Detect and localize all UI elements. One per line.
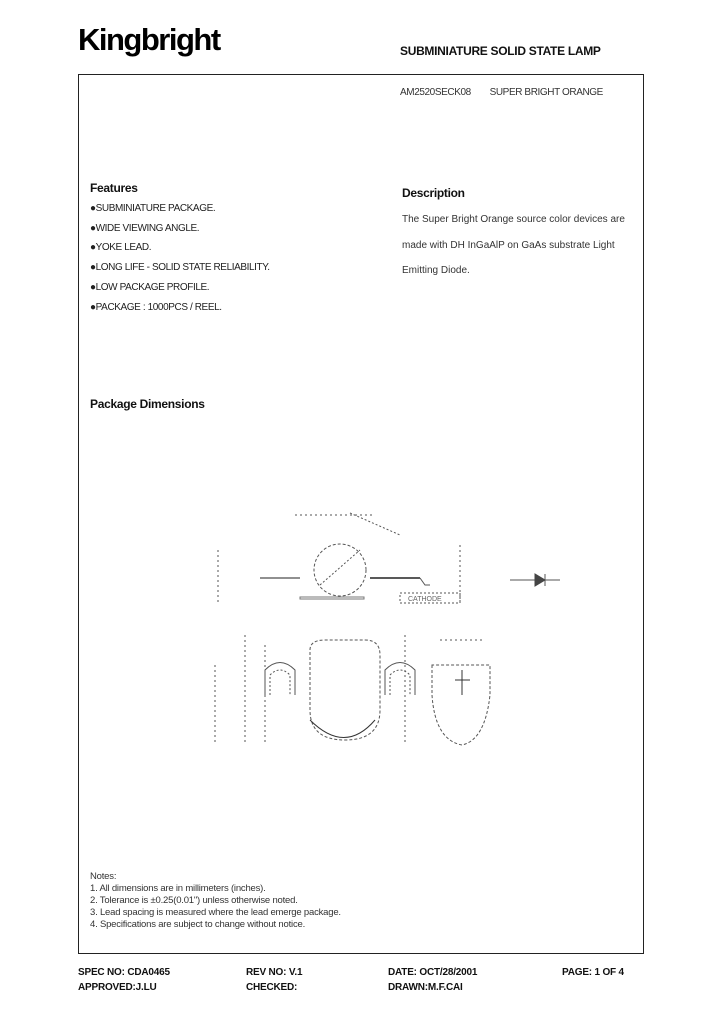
description-line: made with DH InGaAlP on GaAs substrate Light: [402, 240, 615, 251]
description-heading: Description: [402, 186, 465, 200]
approved-by: APPROVED:J.LU: [78, 982, 157, 993]
date: DATE: OCT/28/2001: [388, 967, 478, 978]
checked-by: CHECKED:: [246, 982, 298, 993]
note-item: 2. Tolerance is ±0.25(0.01") unless otherwise noted.: [90, 895, 298, 906]
note-item: 3. Lead spacing is measured where the lead emerge package.: [90, 907, 341, 918]
cathode-label: CATHODE: [408, 596, 442, 603]
page-number: PAGE: 1 OF 4: [562, 967, 624, 978]
brand-logo: Kingbright: [78, 22, 220, 57]
package-dimensions-drawing: [200, 495, 580, 760]
description-line: The Super Bright Orange source color devices are: [402, 214, 625, 225]
part-number: AM2520SECK08: [400, 87, 471, 98]
feature-item: ●LOW PACKAGE PROFILE.: [90, 282, 210, 293]
description-line: Emitting Diode.: [402, 265, 470, 276]
feature-item: ●YOKE LEAD.: [90, 242, 152, 253]
notes-heading: Notes:: [90, 871, 117, 882]
note-item: 4. Specifications are subject to change without notice.: [90, 919, 306, 930]
part-color-name: SUPER BRIGHT ORANGE: [489, 87, 603, 98]
feature-item: ●LONG LIFE - SOLID STATE RELIABILITY.: [90, 262, 270, 273]
feature-item: ●WIDE VIEWING ANGLE.: [90, 223, 200, 234]
package-heading: Package Dimensions: [90, 397, 205, 411]
document-title: SUBMINIATURE SOLID STATE LAMP: [400, 44, 601, 58]
feature-item: ●PACKAGE : 1000PCS / REEL.: [90, 302, 222, 313]
part-info: [400, 87, 603, 98]
spec-no: SPEC NO: CDA0465: [78, 967, 170, 978]
drawn-by: DRAWN:M.F.CAI: [388, 982, 463, 993]
feature-item: ●SUBMINIATURE PACKAGE.: [90, 203, 216, 214]
note-item: 1. All dimensions are in millimeters (inches).: [90, 883, 266, 894]
features-heading: Features: [90, 181, 138, 195]
rev-no: REV NO: V.1: [246, 967, 303, 978]
